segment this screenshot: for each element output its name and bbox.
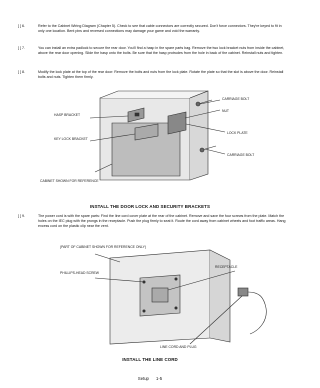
- figure-1-caption: INSTALL THE DOOR LOCK AND SECURITY BRACKETS: [89, 204, 210, 209]
- page-number: 1-5: [156, 376, 163, 381]
- label-nut: NUT: [222, 109, 229, 113]
- label-carriage-bolt-bottom: CARRIAGE BOLT: [227, 153, 255, 157]
- label-hasp-bracket: HASP BRACKET: [54, 113, 81, 117]
- label-part-of-cabinet: (PART OF CABINET SHOWN FOR REFERENCE ONLY): [60, 245, 146, 249]
- door-lock-figure: [40, 88, 280, 193]
- label-key-lock-bracket: KEY LOCK BRACKET: [54, 137, 88, 141]
- step-6: [18, 24, 288, 34]
- step-9: [18, 214, 288, 229]
- label-receptacle: RECEPTACLE: [215, 265, 238, 269]
- step-number: [ ] 7.: [18, 46, 25, 50]
- step-7: [18, 46, 288, 56]
- step-8: [18, 70, 288, 80]
- label-cabinet-shown: CABINET SHOWN FOR REFERENCE: [40, 179, 99, 183]
- figure-2-caption: INSTALL THE LINE CORD: [122, 357, 178, 362]
- label-line-cord: LINE CORD AND PLUG: [160, 345, 197, 349]
- step-text: Refer to the Cabinet Wiring Diagram (Chapter 5). Check to see that cable connectors are correctly secured. Don't force connectors. They're keyed to fit in only one location. Bent pins and reversed connections may damage your game and void the warranty.: [38, 24, 282, 33]
- label-lock-plate: LOCK PLATE: [227, 131, 248, 135]
- step-text: Modify the lock plate at the top of the rear door: Remove the bolts and nuts from the lock plate. Rotate the plate so that the slot is above the door. Reinstall bolts and nuts. Tighten them firmly.: [38, 70, 284, 79]
- label-phillips-screw: PHILLIPS-HEAD SCREW: [60, 271, 100, 275]
- step-number: [ ] 8.: [18, 70, 25, 74]
- step-number: [ ] 9.: [18, 214, 25, 218]
- step-text: The power cord is with the spare parts: Find the line cord cover plate at the rear of the cabinet. Remove and save the four screws from the plate. Match the holes on the IEC plug with the prongs in the receptacle. Push the plug firmly to seat it. Route the cord away from cabinet wheels and foot traffic areas. Hang excess cord on the plastic clip near the vent.: [38, 214, 286, 228]
- page-footer: [0, 376, 300, 381]
- step-text: You can install an extra padlock to secure the rear door. You'll find a hasp in the spare parts bag. Remove the two lock bracket nuts from inside the cabinet, above the rear door opening. Slide the hasp onto the bolts. Be sure that the hasp protrudes from the hole in back of the cabinet. Reinstall nuts and tighten.: [38, 46, 285, 55]
- label-carriage-bolt-top: CARRIAGE BOLT: [222, 97, 250, 101]
- footer-section: Setup: [137, 376, 149, 381]
- step-number: [ ] 6.: [18, 24, 25, 28]
- line-cord-figure: [40, 238, 280, 350]
